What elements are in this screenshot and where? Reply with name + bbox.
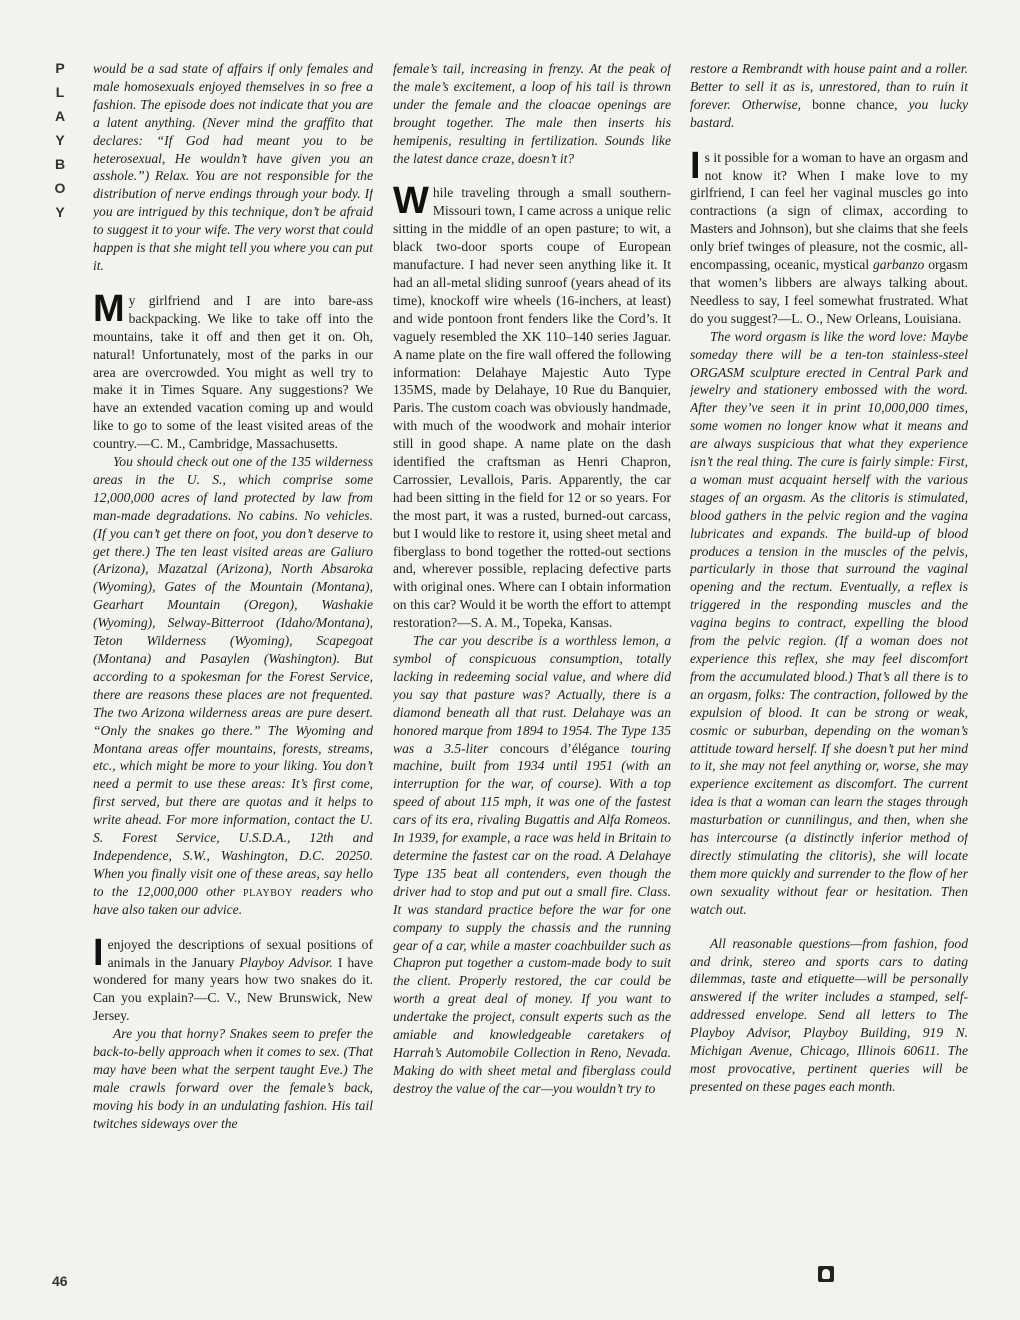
letter-text: enjoyed the descriptions of sexual positions of animals in the January [107,936,373,970]
letter-text: I have wondered for many years how two snakes do it. Can you explain?—C. V., New Brunswick, New Jersey. [93,954,373,1024]
letter-text: orgasm that women’s libbers are always talking about. Needless to say, I feel somewhat frustrated. What do you suggest?—L. O., New Orleans, Louisiana. [690,257,968,326]
brand-name: playboy [243,883,293,899]
answer-text: You should check out one of the 135 wilderness areas in the U. S., which comprise some 12,000,000 acres of land protected by law from man-made degradations. No cabins. No vehicles. (If you can’t get there on foot, you don’t deserve to get there.) The ten least visited areas are Galiuro (Arizona), Mazatzal (Arizona), North Absaroka (Wyoming), Gates of the Mountain (Montana), Gearhart Mountain (Oregon), Washakie (Wyoming), Selway-Bitterroot (Idaho/Montana), Teton Wilderness (Wyoming), Scapegoat (Montana) and Pasaylen (Washington). But according to a spokesman for the Forest Service, there are reasons these places are not frequented. The two Arizona wilderness areas are pure desert. “Only the snakes go there.” The Wyoming and Montana areas offer mountains, forests, streams, etc., which might be more to your liking. You don’t need a permit to use these areas: It’s first come, first served, but there are quotas and it helps to write ahead. For more information, contact the U. S. Forest Service, U.S.D.A., 12th and Independence, S.W., Washington, D.C. 20250. When you finally visit one of these areas, say hello to the 12,000,000 other [93,454,373,899]
running-head-letter: L [55,84,69,100]
running-head-letter: Y [55,132,69,148]
answer-continued [690,60,968,132]
drop-cap: I [93,931,104,974]
letter-text: y girlfriend and I are into bare-ass backpacking. We like to take off into the mountains, take it off and then get it on. Oh, natural! Unfortunately, most of the parks in our area are overcrowded. You might as well try to make it in Times Square. Any suggestions? We have an extended vacation coming up and would like to go to some of the least visited areas of the country.—C. M., Cambridge, Massachusetts. [93,292,373,452]
column-3 [690,60,968,1300]
column-2 [393,60,671,1300]
answer-text: restore a Rembrandt with house paint and a roller. Better to sell it as is, unrestored, than to ruin it forever. Otherwise, [690,61,968,112]
drop-cap: I [690,144,701,187]
running-head [50,56,74,224]
advisor-answer: The word orgasm is like the word love: Maybe someday there will be a ten-ton stainless-steel ORGASM sculpture erected in Central Park and jewelry and stationery embossed with the word. After they’ve seen it in print 10,000,000 times, some women no longer know what it means and are always suspicious that what they experience isn’t the real thing. The cure is fairly simple: First, a woman must acquaint herself with the various stages of an orgasm. As the clitoris is stimulated, blood gathers in the pelvic region and the vagina lubricates and expands. The build-up of blood produces a tension in the muscles of the pelvis, particularly in those that surround the vaginal opening and the rectum. Eventually, a reflex is triggered in the responding muscles and the vagina begins to contract, expelling the blood from the pelvic region. (If a woman does not experience this reflex, she may feel discomfort from the accumulated blood.) That’s all there is to an orgasm, folks: The contraction, followed by the expulsion of blood. It can be strong or weak, cosmic or suburban, depending on the woman’s attitude toward herself. If she doesn’t put her mind to it, she may not feel anything or, worse, she may experience excitement as discomfort. The current idea is that a woman can learn the stages through masturbation or cunnilingus, and then, when she has intercourse (a distinctly inferior method of directly stimulating the clitoris), she will locate them more quickly and surrender to the flow of her own sexuality without fear or hesitation. Then watch out. [690,328,968,917]
french-phrase: concours d’élégance [499,740,620,756]
emphasis-word: garbanzo [872,257,925,273]
reader-letter [93,287,373,453]
submission-note: All reasonable questions—from fashion, food and drink, stereo and sports cars to dating dilemmas, taste and etiquette—will be personally answered if the writer includes a stamped, self-addressed envelope. Send all letters to The Playboy Advisor, Playboy Building, 919 N. Michigan Avenue, Chicago, Illinois 60611. The most provocative, pertinent queries will be presented on these pages each month. [690,935,968,1094]
answer-continued: would be a sad state of affairs if only females and male homosexuals enjoyed themselves in so free a fashion. The episode does not indicate that you are a latent anything. (Never mind the graffito that declares: “If God had meant you to be heterosexual, He wouldn’t have given you an asshole.”) Relax. You are not responsible for the distribution of nerve endings through your body. If you are intrigued by this technique, don’t be afraid to suggest it to your wife. The very worst that could happen is that she might tell you where you can put it. [93,61,373,273]
drop-cap: M [93,287,125,330]
letter-text: s it possible for a woman to have an orgasm and not know it? When I make love to my girlfriend, I can feel her vaginal muscles go into contractions (a sign of climax, according to Masters and Johnson), but she claims that she feels only brief twinges of pleasure, not the cosmic, all-encompassing, oceanic, mystical [690,149,968,273]
page-number: 46 [52,1273,68,1289]
advisor-answer: Are you that horny? Snakes seem to prefer the back-to-belly approach when it comes to sex. (That may have been what the serpent taught Eve.) The male crawls forward over the female’s back, moving his body in an undulating fashion. His tail twitches sideways over the [93,1026,373,1131]
column-1 [93,60,373,1300]
advisor-answer [393,632,671,1098]
answer-continued: female’s tail, increasing in frenzy. At the peak of the male’s excitement, a loop of his tail is thrown under the female and the cloacae openings are brought together. The male then inserts his hemipenis, resulting in fertilization. Sounds like the latest dance craze, doesn’t it? [393,61,671,166]
letter-text: hile traveling through a small southern-Missouri town, I came across a unique relic sitting in the middle of an open pasture; to wit, a black two-door sports coupe of European manufacture. I had never seen anything like it. It had an all-metal sliding sunroof (years ahead of its time), knockoff wire wheels (16-inchers, at least) and wide pontoon front fenders like the Cord’s. It vaguely resembled the XK 110–140 series Jaguar. A name plate on the fire wall offered the following information: Delahaye Majestic Auto Type 135MS, made by Delahaye, 10 Rue du Banquier, Paris. The custom coach was obviously handmade, with much of the woodwork and mohair interior still in good shape. A name plate on the dash identified the craftsman as Henri Chapron, Carrossier, Levallois, Paris. Apparently, the car had been sitting in the field for 12 or so years. For the most part, it was a rusted, burned-out carcass, but I would like to restore it, using sheet metal and fiberglass to bond together the rotted-out sections and, wherever possible, replacing defective parts with original ones. Where can I obtain information on this car? Would it be worth the effort to attempt restoration?—S. A. M., Topeka, Kansas. [393,185,671,631]
running-head-letter: B [54,156,70,172]
answer-text: you lucky bastard. [690,96,968,130]
answer-text: The car you describe is a worthless lemon, a symbol of conspicuous consumption, totally lacking in redeeming social value, and where did you say that pasture was? Actually, there is a diamond beneath all that rust. Delahaye was an honored marque from 1894 to 1954. The Type 135 was a 3.5-liter [393,633,671,756]
running-head-letter: P [55,60,69,76]
answer-text: touring machine, built from 1934 until 1951 (with an interruption for the war, of course). With a top speed of about 115 mph, it was one of the fastest cars of its era, rivaling Bugattis and Alfa Romeos. In 1939, for example, a race was held in Britain to determine the fastest car on the road. A Delahaye Type 135 beat all contenders, even though the driver had to stop and put out a small fire. Class. It was standard practice before the war for one company to supply the chassis and the running gear of a car, while a master coachbuilder such as Chapron put together a custom-made body to suit the client. Properly restored, the car could be worth a great deal of money. If you want to undertake the project, consult experts such as the amiable and knowledgeable caretakers of Harrah’s Automobile Collection in Reno, Nevada. Making do with sheet metal and fiberglass could destroy the value of the car—you wouldn’t try to [393,740,671,1096]
answer-text: readers who have also taken our advice. [93,883,373,917]
publication-title: Playboy Advisor. [239,954,333,970]
french-phrase: bonne chance, [812,96,898,112]
running-head-letter: Y [55,204,69,220]
reader-letter [393,180,671,632]
rabbit-head-icon [818,1266,834,1282]
running-head-letter: O [54,180,70,196]
advisor-answer [93,453,373,919]
reader-letter [690,144,968,328]
drop-cap: W [393,180,429,223]
running-head-letter: A [54,108,70,124]
reader-letter [93,931,373,1026]
